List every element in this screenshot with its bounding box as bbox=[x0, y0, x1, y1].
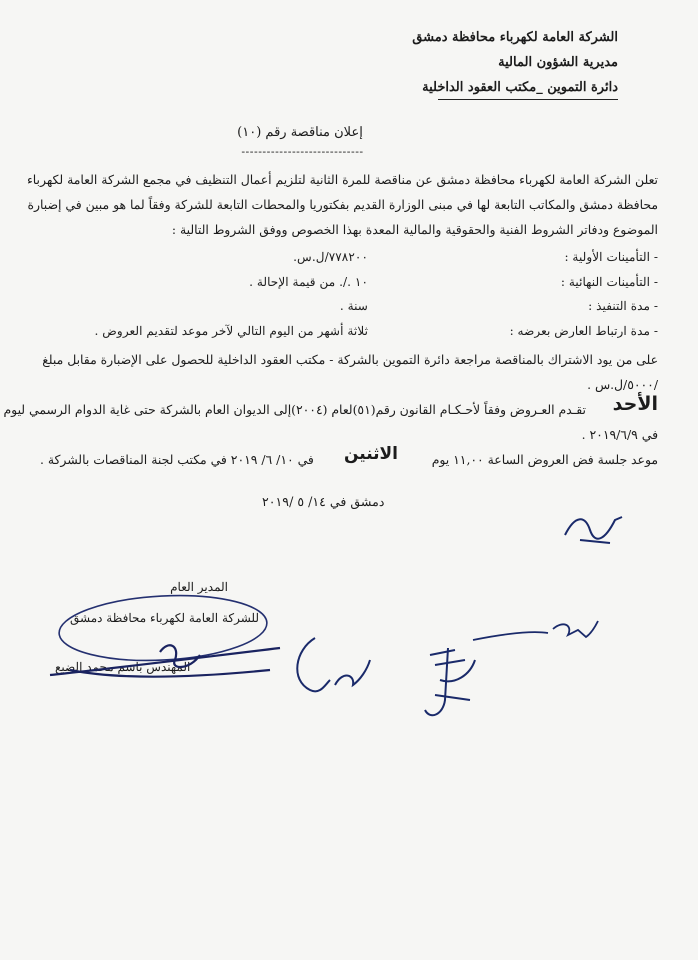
participation-line-1: على من يود الاشتراك بالمناقصة مراجعة دائرة التموين بالشركة - مكتب العقود الداخلية للحصول على الإضبارة مقابل مبلغ bbox=[42, 352, 658, 367]
submission-line-2: في ٢٠١٩/٦/٩ . bbox=[581, 427, 658, 442]
announcement-title: إعلان مناقصة رقم (١٠) bbox=[237, 125, 363, 140]
intro-line-2: محافظة دمشق والمكاتب التابعة لها في مبنى الوزارة القديم بفكتوريا والمحطات التابعة للشركة وفقاً لما هو مبين في إضبارة bbox=[27, 197, 658, 212]
director-signature bbox=[40, 630, 290, 690]
condition-value-final-insurance: ١٠ ./. من قيمة الإحالة . bbox=[249, 275, 368, 289]
issue-date: دمشق في ١٤/ ٥ /٢٠١٩ bbox=[262, 494, 385, 509]
directorate-name: مديرية الشؤون المالية bbox=[498, 55, 618, 70]
submission-line-1: تقـدم العـروض وفقاً لأحـكـام القانون رقم(٥١)لعام (٢٠٠٤)إلى الديوان العام بالشركة حتى غاية الدوام الرسمي ليوم bbox=[3, 402, 586, 417]
condition-label-bid-validity: - مدة ارتباط العارض بعرضه : bbox=[509, 324, 658, 338]
signatory-org: للشركة العامة لكهرباء محافظة دمشق bbox=[70, 611, 260, 625]
condition-value-execution-period: سنة . bbox=[339, 299, 368, 313]
org-name: الشركة العامة لكهرباء محافظة دمشق bbox=[412, 30, 618, 45]
opening-text-before: موعد جلسة فض العروض الساعة ١١,٠٠ يوم bbox=[431, 452, 658, 467]
department-name: دائرة التموين _مكتب العقود الداخلية bbox=[422, 80, 618, 95]
condition-label-final-insurance: - التأمينات النهائية : bbox=[560, 275, 658, 289]
title-rule: ----------------------------- bbox=[241, 145, 364, 158]
intro-line-1: تعلن الشركة العامة لكهرباء محافظة دمشق عن مناقصة للمرة الثانية لتلزيم أعمال التنظيف في مجمع الشركة العامة لكهرباء bbox=[26, 172, 658, 187]
opening-text-after: في ١٠/ ٦/ ٢٠١٩ في مكتب لجنة المناقصات بالشركة . bbox=[40, 452, 314, 467]
initials-signature bbox=[560, 505, 630, 550]
intro-line-3: الموضوع ودفاتر الشروط الفنية والحقوقية والمالية المعدة بهذا الخصوص ووفق الشروط التالية : bbox=[171, 222, 658, 237]
condition-label-initial-insurance: - التأمينات الأولية : bbox=[564, 250, 658, 264]
condition-label-execution-period: - مدة التنفيذ : bbox=[588, 299, 658, 313]
participation-line-2: /٥٠٠٠/ل.س . bbox=[587, 377, 658, 392]
signatory-name: المهندس باسم محمد الضبع bbox=[55, 660, 191, 674]
submission-day-handwritten: الأحد bbox=[612, 393, 658, 415]
signatory-role: المدير العام bbox=[170, 580, 228, 594]
committee-signature-3 bbox=[468, 615, 603, 655]
header-underline bbox=[438, 99, 618, 100]
condition-value-initial-insurance: ٧٧٨٢٠٠/ل.س. bbox=[293, 250, 368, 264]
opening-day-handwritten: الاثنين bbox=[343, 444, 398, 464]
condition-value-bid-validity: ثلاثة أشهر من اليوم التالي لآخر موعد لتقديم العروض . bbox=[94, 324, 368, 338]
committee-signature-1 bbox=[285, 630, 375, 710]
